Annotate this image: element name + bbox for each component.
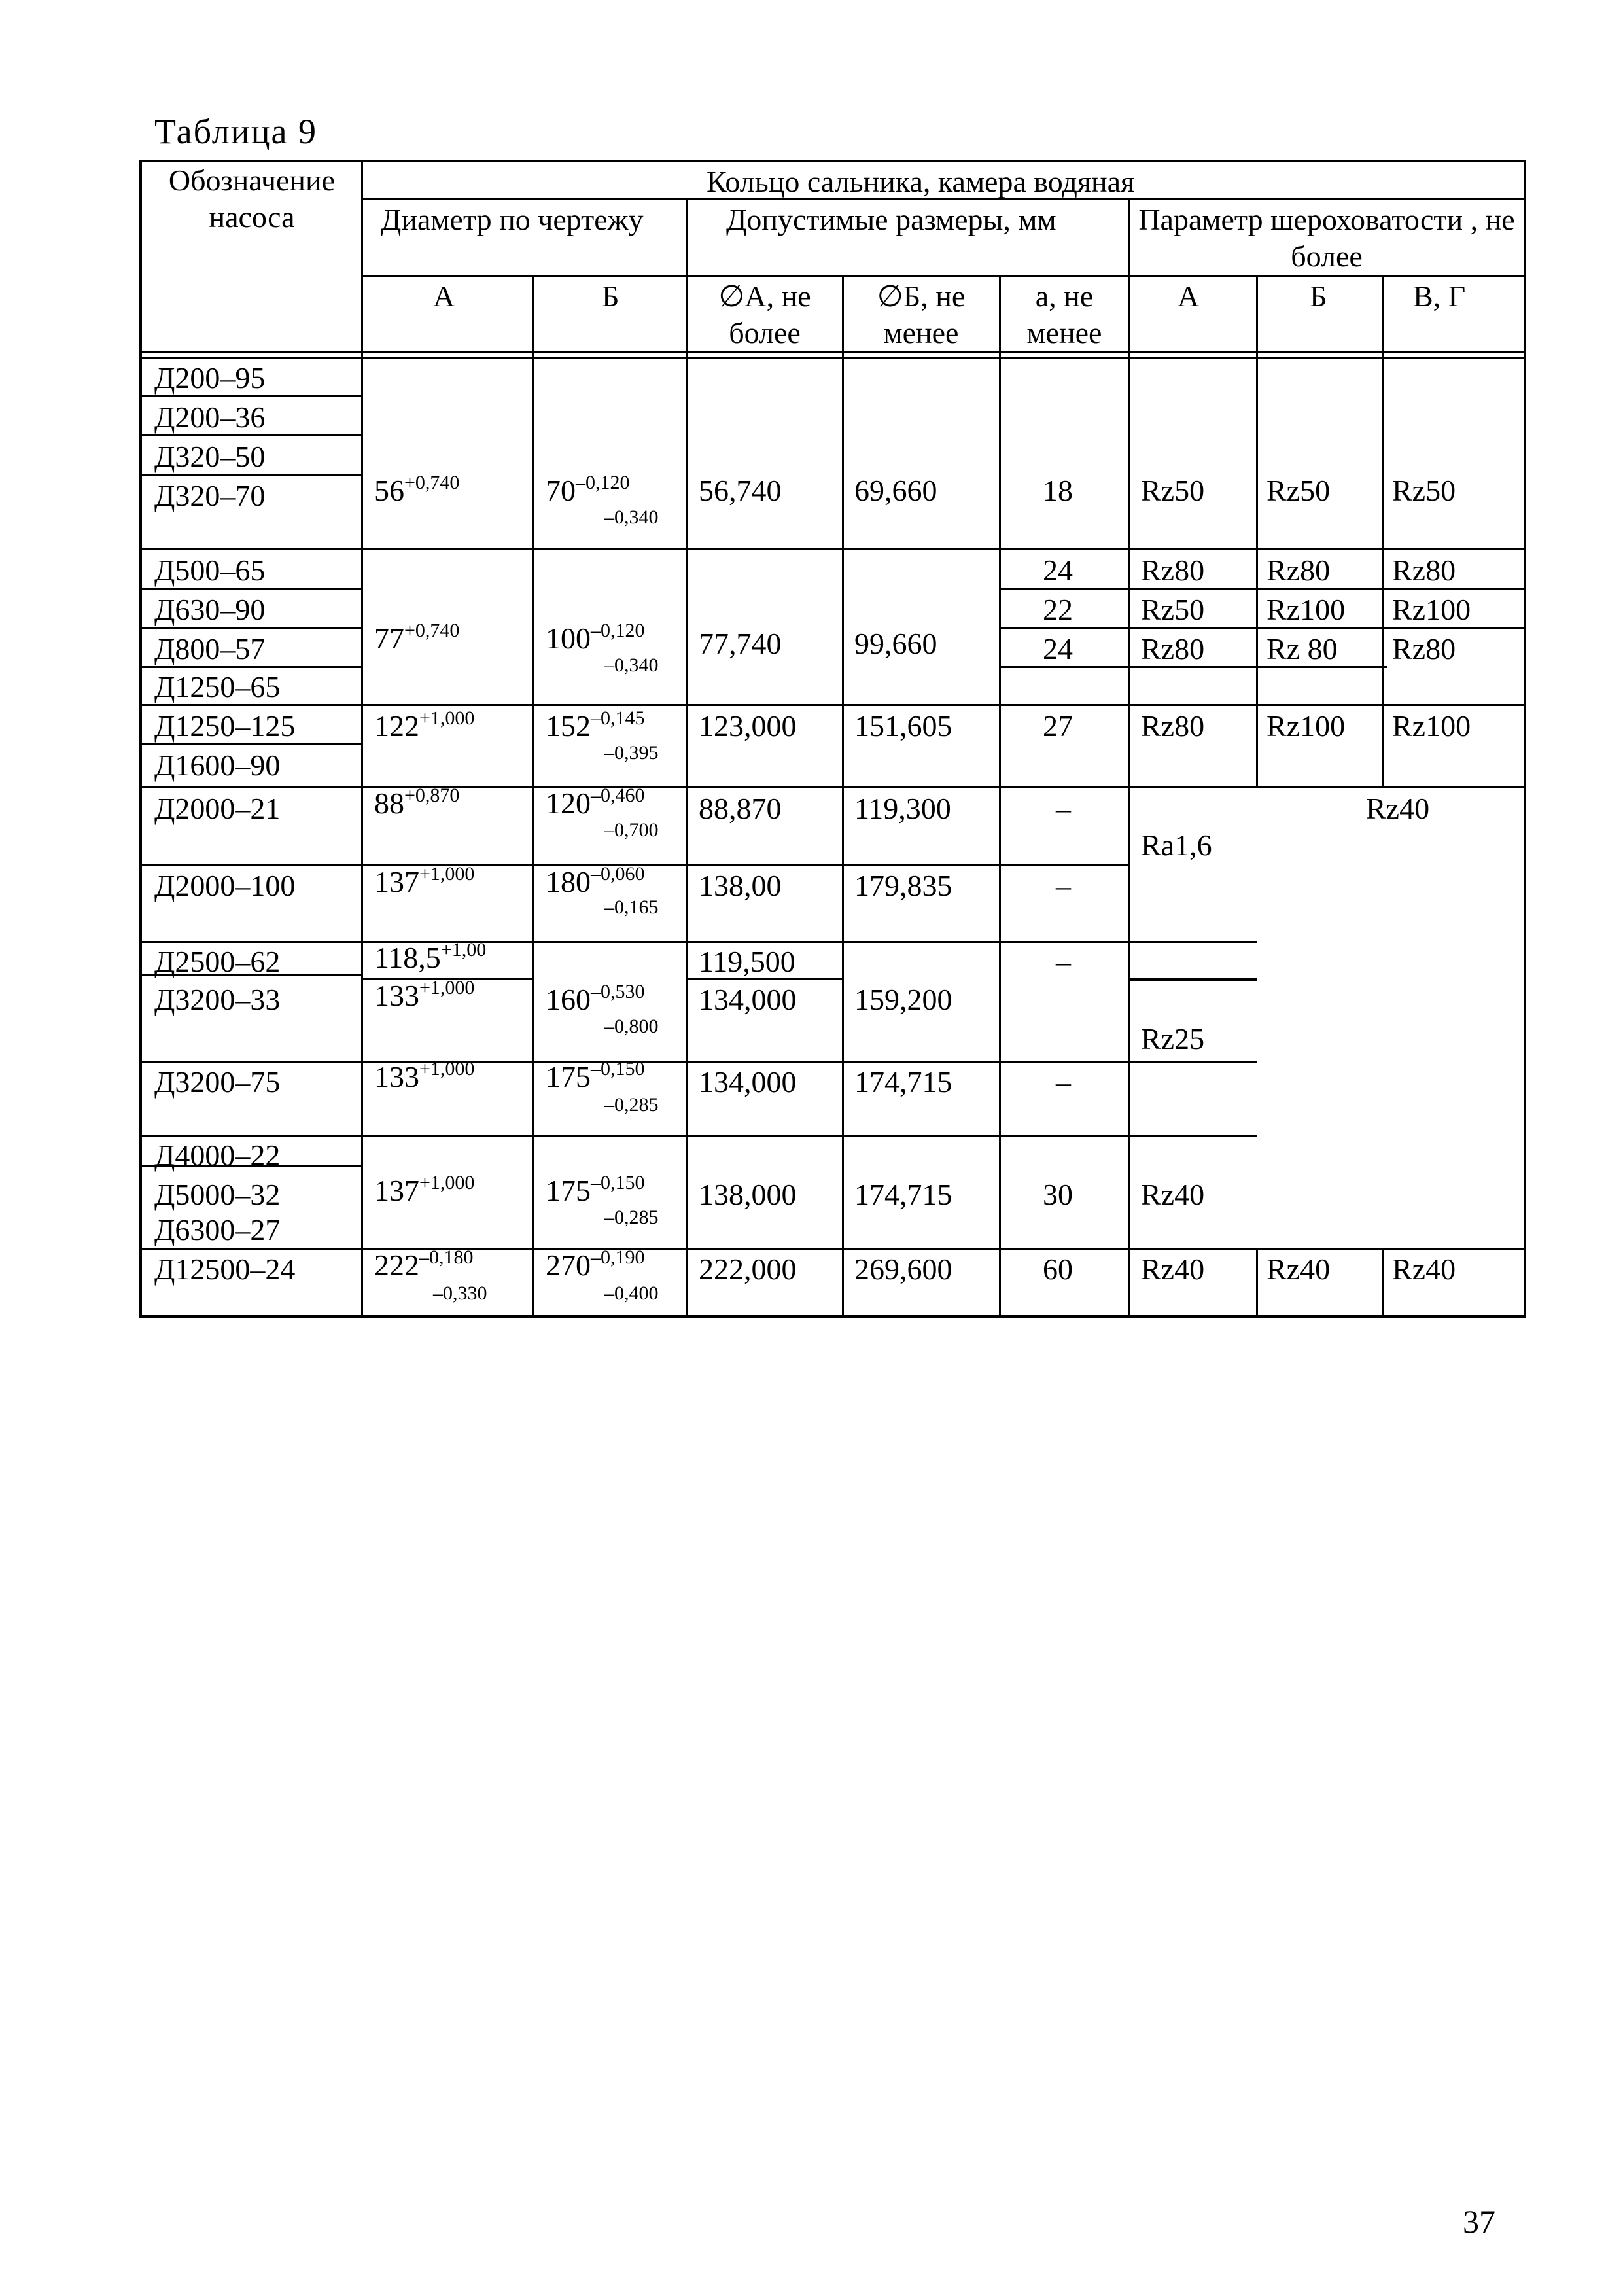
pump-name: Д3200–75 bbox=[154, 1065, 281, 1099]
pump-name: Д2000–100 bbox=[154, 869, 296, 902]
dim-b bbox=[546, 1173, 645, 1209]
max-da: 119,500 bbox=[699, 945, 795, 978]
dim-b-value: 152 bbox=[546, 709, 591, 743]
tolerance-lower: –0,800 bbox=[604, 1016, 659, 1037]
grid-line bbox=[1128, 198, 1130, 1316]
dim-a-value: 133 bbox=[374, 1060, 419, 1093]
tolerance-upper: –0,530 bbox=[591, 981, 645, 1002]
grid-line bbox=[1382, 1248, 1384, 1316]
tolerance-lower: –0,165 bbox=[604, 896, 659, 918]
max-da: 88,870 bbox=[699, 792, 782, 825]
min-a: 24 bbox=[1043, 554, 1073, 587]
rough-b: Rz40 bbox=[1266, 1252, 1331, 1286]
grid-line bbox=[842, 275, 844, 1316]
grid-line bbox=[139, 548, 1525, 550]
min-db: 159,200 bbox=[854, 983, 952, 1016]
pump-name: Д5000–32 bbox=[154, 1178, 281, 1211]
header-da-max: ∅А, не более bbox=[718, 279, 811, 349]
rough-a: Rz80 bbox=[1141, 632, 1205, 665]
pump-name: Д200–36 bbox=[154, 400, 266, 434]
dim-a bbox=[374, 620, 459, 657]
header-drawing-diameter: Диаметр по чертежу bbox=[381, 203, 644, 236]
min-a: – bbox=[1056, 792, 1071, 825]
grid-line bbox=[999, 275, 1001, 1316]
pump-name: Д1250–65 bbox=[154, 670, 281, 703]
pump-name: Д2000–21 bbox=[154, 792, 281, 825]
tolerance-upper: –0,180 bbox=[419, 1246, 474, 1268]
max-da: 138,000 bbox=[699, 1178, 797, 1211]
tolerance-upper: –0,120 bbox=[591, 620, 645, 641]
dim-b bbox=[546, 708, 645, 745]
rough-ra16: Ra1,6 bbox=[1141, 828, 1212, 862]
header-rough-a: А bbox=[1178, 279, 1200, 313]
pump-name: Д2500–62 bbox=[154, 945, 281, 978]
pump-name: Д1600–90 bbox=[154, 749, 281, 782]
min-a: – bbox=[1056, 1065, 1071, 1099]
grid-line bbox=[532, 275, 534, 1316]
table-border-right bbox=[1524, 160, 1526, 1318]
pump-name: Д320–50 bbox=[154, 440, 266, 473]
dim-b bbox=[546, 1059, 645, 1095]
rough-rz40-bg: Rz40 bbox=[1366, 792, 1430, 825]
dim-a-value: 133 bbox=[374, 979, 419, 1012]
tolerance-lower: –0,330 bbox=[433, 1282, 487, 1304]
dim-b bbox=[546, 472, 630, 509]
dim-a-value: 77 bbox=[374, 622, 404, 655]
header-group-title: Кольцо сальника, камера водяная bbox=[707, 165, 1135, 198]
min-db: 151,605 bbox=[854, 709, 952, 743]
tolerance-upper: +1,00 bbox=[440, 939, 487, 961]
tolerance-upper: +1,000 bbox=[419, 707, 475, 729]
dim-a-value: 137 bbox=[374, 1174, 419, 1207]
max-da: 134,000 bbox=[699, 1065, 797, 1099]
tolerance-upper: +0,740 bbox=[404, 620, 460, 641]
dim-a bbox=[374, 1173, 474, 1209]
pump-name: Д4000–22 bbox=[154, 1139, 281, 1172]
dim-a bbox=[374, 864, 474, 900]
max-da: 138,00 bbox=[699, 869, 782, 902]
tolerance-lower: –0,340 bbox=[604, 506, 659, 528]
min-a: 24 bbox=[1043, 632, 1073, 665]
dim-a-value: 118,5 bbox=[374, 941, 441, 974]
header-allowed-sizes: Допустимые размеры, мм bbox=[726, 203, 1056, 236]
tolerance-upper: +1,000 bbox=[419, 1058, 475, 1080]
dim-b-value: 160 bbox=[546, 983, 591, 1016]
grid-line bbox=[1256, 275, 1258, 786]
dim-b-value: 175 bbox=[546, 1060, 591, 1093]
tolerance-upper: +1,000 bbox=[419, 863, 475, 885]
pump-name: Д12500–24 bbox=[154, 1252, 296, 1286]
grid-line bbox=[361, 160, 363, 1316]
pump-name: Д6300–27 bbox=[154, 1213, 281, 1246]
rough-vg: Rz100 bbox=[1392, 593, 1471, 626]
rough-b: Rz100 bbox=[1266, 593, 1346, 626]
tolerance-lower: –0,400 bbox=[604, 1282, 659, 1304]
max-da: 123,000 bbox=[699, 709, 797, 743]
pump-name: Д800–57 bbox=[154, 632, 266, 665]
rough-vg: Rz80 bbox=[1392, 632, 1456, 665]
grid-line bbox=[686, 198, 688, 1316]
header-separator bbox=[139, 357, 1526, 359]
pump-name: Д1250–125 bbox=[154, 709, 296, 743]
rough-a: Rz80 bbox=[1141, 554, 1205, 587]
min-a: 30 bbox=[1043, 1178, 1073, 1211]
header-roughness: Параметр шероховатости , не более bbox=[1138, 203, 1515, 273]
min-db: 269,600 bbox=[854, 1252, 952, 1286]
rough-b: Rz100 bbox=[1266, 709, 1346, 743]
rough-vg: Rz100 bbox=[1392, 709, 1471, 743]
grid-line bbox=[139, 1061, 1257, 1063]
grid-line bbox=[139, 704, 1525, 706]
min-db: 174,715 bbox=[854, 1178, 952, 1211]
header-rough-vg: В, Г bbox=[1413, 279, 1466, 313]
max-da: 56,740 bbox=[699, 474, 782, 507]
dim-a-value: 137 bbox=[374, 865, 419, 898]
grid-line bbox=[1256, 1248, 1258, 1316]
tolerance-upper: +0,870 bbox=[404, 785, 460, 806]
pump-name: Д320–70 bbox=[154, 479, 266, 512]
min-db: 174,715 bbox=[854, 1065, 952, 1099]
rough-a: Rz50 bbox=[1141, 593, 1205, 626]
header-db-min: ∅Б, не менее bbox=[877, 279, 966, 349]
dim-b-value: 120 bbox=[546, 786, 591, 820]
dim-a bbox=[374, 708, 474, 745]
min-a: 18 bbox=[1043, 474, 1073, 507]
dim-a-value: 88 bbox=[374, 786, 404, 820]
grid-line bbox=[1128, 979, 1257, 981]
grid-line bbox=[139, 1135, 1257, 1137]
dim-a bbox=[374, 1247, 474, 1284]
dim-a bbox=[374, 940, 486, 976]
rough-b: Rz50 bbox=[1266, 474, 1331, 507]
tolerance-upper: +1,000 bbox=[419, 977, 475, 998]
grid-line bbox=[139, 786, 1525, 788]
dim-a bbox=[374, 472, 459, 509]
dim-b-value: 180 bbox=[546, 865, 591, 898]
min-db: 179,835 bbox=[854, 869, 952, 902]
dim-a bbox=[374, 1059, 474, 1095]
rough-vg: Rz50 bbox=[1392, 474, 1456, 507]
min-db: 119,300 bbox=[854, 792, 951, 825]
grid-line bbox=[139, 941, 1257, 943]
rough-rz25: Rz25 bbox=[1141, 1022, 1205, 1055]
tolerance-upper: –0,120 bbox=[576, 472, 630, 493]
tolerance-lower: –0,700 bbox=[604, 819, 659, 841]
tolerance-upper: +0,740 bbox=[404, 472, 460, 493]
dim-a-value: 222 bbox=[374, 1248, 419, 1282]
table-border-left bbox=[139, 160, 142, 1318]
rough-a: Rz50 bbox=[1141, 474, 1205, 507]
min-a: 22 bbox=[1043, 593, 1073, 626]
rough-a: Rz80 bbox=[1141, 709, 1205, 743]
max-da: 222,000 bbox=[699, 1252, 797, 1286]
pump-name: Д630–90 bbox=[154, 593, 266, 626]
tolerance-upper: –0,145 bbox=[591, 707, 645, 729]
tolerance-upper: –0,060 bbox=[591, 863, 645, 885]
min-db: 69,660 bbox=[854, 474, 937, 507]
min-db: 99,660 bbox=[854, 627, 937, 660]
min-a: – bbox=[1056, 945, 1071, 978]
max-da: 134,000 bbox=[699, 983, 797, 1016]
dim-b bbox=[546, 1247, 645, 1284]
min-a: – bbox=[1056, 869, 1071, 902]
header-a-min: а, не менее bbox=[1026, 279, 1102, 349]
dim-b bbox=[546, 864, 645, 900]
dim-a-value: 122 bbox=[374, 709, 419, 743]
dim-b bbox=[546, 620, 645, 657]
header-rough-b: Б bbox=[1310, 279, 1327, 313]
tolerance-upper: +1,000 bbox=[419, 1172, 475, 1193]
tolerance-upper: –0,460 bbox=[591, 785, 645, 806]
dim-b-value: 175 bbox=[546, 1174, 591, 1207]
min-a: 27 bbox=[1043, 709, 1073, 743]
dim-b bbox=[546, 981, 645, 1018]
dim-b-value: 100 bbox=[546, 622, 591, 655]
grid-line bbox=[361, 275, 1525, 277]
rough-vg: Rz80 bbox=[1392, 554, 1456, 587]
rough-b: Rz80 bbox=[1266, 554, 1331, 587]
dim-b-value: 70 bbox=[546, 474, 576, 507]
header-sub-b: Б bbox=[602, 279, 620, 313]
dim-b-value: 270 bbox=[546, 1248, 591, 1282]
tolerance-lower: –0,395 bbox=[604, 742, 659, 764]
tolerance-lower: –0,285 bbox=[604, 1207, 659, 1228]
tolerance-lower: –0,285 bbox=[604, 1094, 659, 1116]
pump-name: Д500–65 bbox=[154, 554, 266, 587]
min-a: 60 bbox=[1043, 1252, 1073, 1286]
max-da: 77,740 bbox=[699, 627, 782, 660]
tolerance-upper: –0,150 bbox=[591, 1058, 645, 1080]
pump-name: Д3200–33 bbox=[154, 983, 281, 1016]
table-caption: Таблица 9 bbox=[154, 112, 317, 151]
pump-name: Д200–95 bbox=[154, 361, 266, 395]
rough-b: Rz 80 bbox=[1266, 632, 1338, 665]
table-border-bottom bbox=[139, 1315, 1526, 1318]
dim-a-value: 56 bbox=[374, 474, 404, 507]
dim-a bbox=[374, 978, 474, 1014]
rough-a: Rz40 bbox=[1141, 1252, 1205, 1286]
dim-b bbox=[546, 785, 645, 822]
tolerance-upper: –0,150 bbox=[591, 1172, 645, 1193]
tolerance-upper: –0,190 bbox=[591, 1246, 645, 1268]
grid-line bbox=[139, 1248, 1525, 1250]
tolerance-lower: –0,340 bbox=[604, 654, 659, 676]
header-designation: Обозначение насоса bbox=[168, 164, 336, 234]
dim-a bbox=[374, 785, 459, 822]
rough-a: Rz40 bbox=[1141, 1178, 1205, 1211]
rough-vg: Rz40 bbox=[1392, 1252, 1456, 1286]
header-separator bbox=[139, 351, 1526, 353]
header-sub-a: А bbox=[433, 279, 455, 313]
page-number: 37 bbox=[1463, 2203, 1495, 2240]
grid-line bbox=[1382, 275, 1384, 786]
